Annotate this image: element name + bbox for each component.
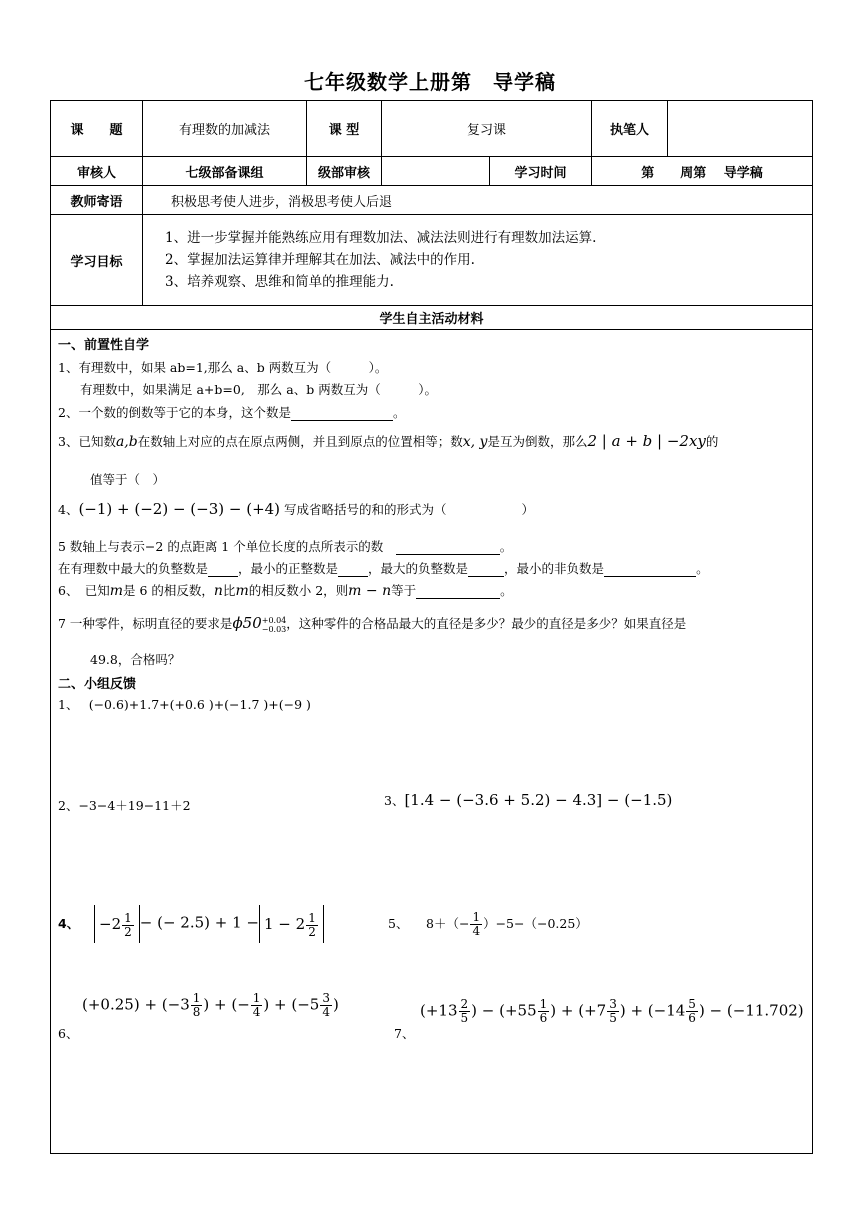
course-title: 有理数的加减法 xyxy=(143,101,307,157)
goals-label: 学习目标 xyxy=(51,215,143,306)
question-1b: 有理数中，如果满足 a+b=0, 那么 a、b 两数互为（ ）。 xyxy=(80,382,437,397)
question-5b: 在有理数中最大的负整数是 ，最小的正整数是 ，最大的负整数是 ，最小的非负数是 。 xyxy=(58,561,709,576)
section-header: 学生自主活动材料 xyxy=(51,306,813,330)
reviewer-label: 审核人 xyxy=(51,157,143,186)
answer-blank xyxy=(291,406,393,421)
time-label: 学习时间 xyxy=(490,157,592,186)
problem-2: 2、−3−4＋19−11＋2 xyxy=(58,798,191,813)
problem-6-number: 6、 xyxy=(58,1026,79,1041)
problem-6: (+0.25) + (−3 $\frac{1}{8}$ ) + (− $\frac{1}{4}$ ) + (−5 $\frac{3}{4}$ ) xyxy=(82,991,339,1019)
problem-5: 5、 8＋（− $\frac{1}{4}$ ）−5−（−0.25） xyxy=(388,910,588,938)
question-4: 4、(−1) + (−2) − (−3) − (+4) 写成省略括号的和的形式为（ ） xyxy=(58,500,535,518)
writer-value xyxy=(668,101,813,157)
question-1a: 1、有理数中，如果 ab=1,那么 a、b 两数互为（ ）。 xyxy=(58,360,388,375)
problem-1: 1、 (−0.6)+1.7+(+0.6 )+(−1.7 )+(−9 ) xyxy=(58,697,311,712)
ketype-value: 复习课 xyxy=(382,101,592,157)
question-3: 3、已知数a,b在数轴上对应的点在原点两侧，并且到原点的位置相等；数x, y是互为倒数，那么2 | a + b | −2xy的 xyxy=(58,432,719,450)
learning-goals xyxy=(143,215,813,306)
problem-7: (+13 $\frac{2}{5}$ ) − (+55 $\frac{1}{6}$ ) + (+7 $\frac{3}{5}$ ) + (−14 $\frac{5}{6}$ ) − (−11.702) xyxy=(420,997,804,1025)
goal-item: 2、掌握加法运算律并理解其在加法、减法中的作用. xyxy=(165,252,475,268)
teacher-words-label: 教师寄语 xyxy=(51,186,143,215)
question-7: 7 一种零件，标明直径的要求是ϕ50 +0.04 −0.03 ，这种零件的合格品最大的直径是多少？最少的直径是多少？如果直径是 xyxy=(58,614,687,634)
header-table xyxy=(50,100,813,330)
page-title: 七年级数学上册第 导学稿 xyxy=(304,70,556,94)
abs-value: 1 − 2 $\frac{1}{2}$ xyxy=(259,905,324,943)
ketype-label: 课 型 xyxy=(307,101,382,157)
part1-title: 一、前置性自学 xyxy=(58,338,150,353)
abs-value: −2 $\frac{1}{2}$ xyxy=(94,905,140,943)
answer-blank xyxy=(468,562,504,577)
answer-blank xyxy=(396,540,500,555)
question-2: 2、一个数的倒数等于它的本身，这个数是 。 xyxy=(58,405,406,420)
writer-label: 执笔人 xyxy=(592,101,668,157)
answer-blank xyxy=(338,562,368,577)
keti-label: 课 题 xyxy=(51,101,143,157)
question-5: 5 数轴上与表示−2 的点距离 1 个单位长度的点所表示的数 。 xyxy=(58,539,513,554)
answer-blank xyxy=(416,584,500,599)
problem-7-number: 7、 xyxy=(394,1026,415,1041)
part2-title: 二、小组反馈 xyxy=(58,677,137,692)
answer-blank xyxy=(208,562,238,577)
reviewer-value: 七级部备课组 xyxy=(143,157,307,186)
goal-item: 3、培养观察、思维和简单的推理能力. xyxy=(165,274,394,290)
problem-4: 4、 −2 $\frac{1}{2}$ − (− 2.5) + 1 − 1 − 2 $\frac{1}{2}$ xyxy=(58,905,324,943)
dept-value xyxy=(382,157,490,186)
question-3-cont: 值等于（ ） xyxy=(90,472,166,487)
teacher-words: 积极思考使人进步，消极思考使人后退 xyxy=(143,186,813,215)
dept-label: 级部审核 xyxy=(307,157,382,186)
question-6: 6、 已知m是 6 的相反数，n比m的相反数小 2，则m − n等于 。 xyxy=(58,583,513,599)
goal-item: 1、进一步掌握并能熟练应用有理数加法、减法法则进行有理数加法运算. xyxy=(165,230,597,246)
answer-blank xyxy=(604,562,696,577)
problem-3: 3、[1.4 − (−3.6 + 5.2) − 4.3] − (−1.5) xyxy=(384,791,673,809)
week-value: 第 周第 导学稿 xyxy=(592,157,813,186)
question-7-cont: 49.8，合格吗？ xyxy=(90,652,181,667)
